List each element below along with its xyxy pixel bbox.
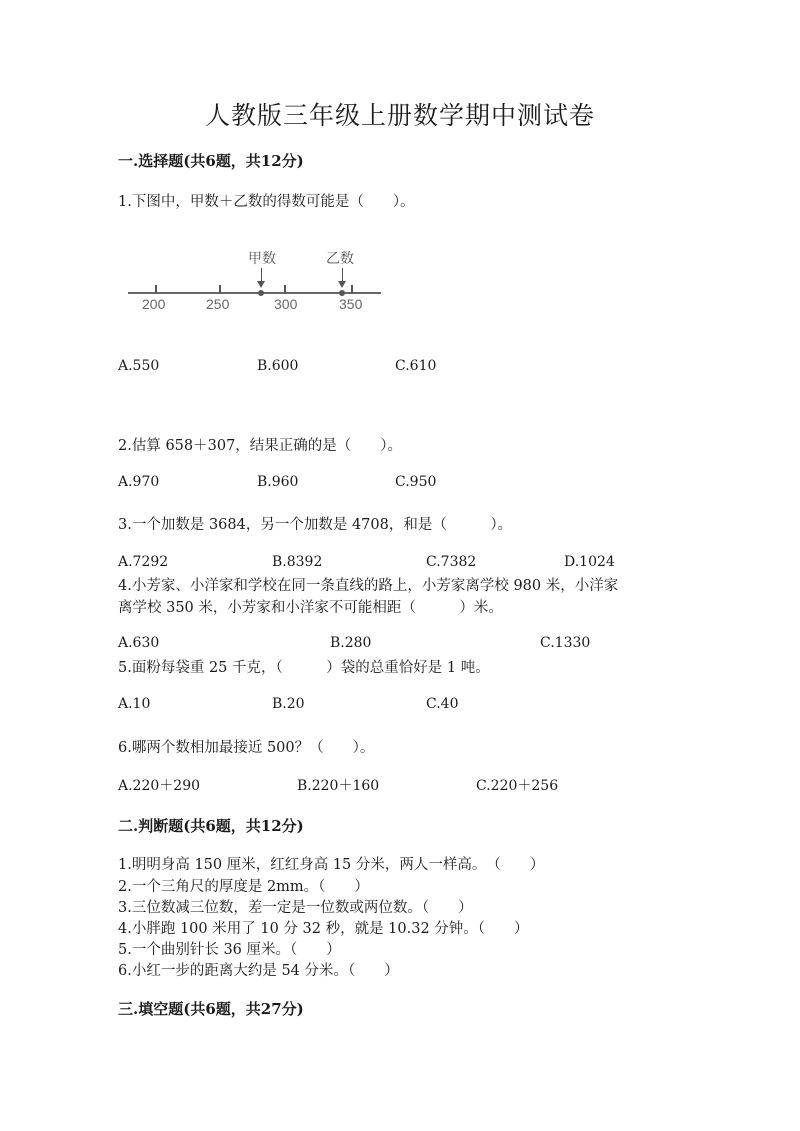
judge-item-2: 2.一个三角尺的厚度是 2mm。（ ） [118, 879, 369, 895]
q1-option-b: B.600 [257, 358, 299, 374]
tick-250 [219, 285, 221, 293]
q5-option-c: C.40 [426, 696, 459, 712]
tick-300 [284, 285, 286, 293]
section-heading-fill: 三.填空题(共6题，共27分) [118, 1000, 304, 1018]
q5-option-b: B.20 [272, 696, 305, 712]
question-2: 2.估算 658＋307，结果正确的是（ ）。 [118, 438, 403, 454]
tick-label-250: 250 [206, 296, 230, 312]
arrowhead-jia [257, 281, 265, 288]
q4-option-b: B.280 [330, 635, 372, 651]
judge-item-3: 3.三位数减三位数，差一定是一位数或两位数。（ ） [118, 900, 473, 916]
q3-option-c: C.7382 [426, 554, 477, 570]
marker-label-jia: 甲数 [248, 251, 276, 267]
marker-label-yi: 乙数 [326, 251, 354, 267]
point-jia [258, 290, 264, 296]
q4-option-c: C.1330 [540, 635, 591, 651]
q2-option-b: B.960 [257, 474, 299, 490]
page-title: 人教版三年级上册数学期中测试卷 [204, 101, 595, 130]
arrowhead-yi [338, 281, 346, 288]
question-6: 6.哪两个数相加最接近 500？（ ）。 [118, 740, 375, 756]
question-5: 5.面粉每袋重 25 千克，（ ）袋的总重恰好是 1 吨。 [118, 660, 490, 676]
q5-option-a: A.10 [118, 696, 151, 712]
judge-item-6: 6.小红一步的距离大约是 54 分米。（ ） [118, 963, 399, 979]
q2-option-c: C.950 [395, 474, 437, 490]
judge-item-4: 4.小胖跑 100 米用了 10 分 32 秒，就是 10.32 分钟。（ ） [118, 921, 529, 937]
q1-option-c: C.610 [395, 358, 437, 374]
tick-label-200: 200 [142, 296, 166, 312]
q3-option-d: D.1024 [564, 554, 615, 570]
question-4-line-1: 4.小芳家、小洋家和学校在同一条直线的路上，小芳家离学校 980 米，小洋家 [118, 578, 619, 594]
tick-200 [155, 285, 157, 293]
q6-option-b: B.220＋160 [297, 778, 380, 794]
section-heading-choice: 一.选择题(共6题，共12分) [118, 152, 304, 170]
judge-item-1: 1.明明身高 150 厘米，红红身高 15 分米，两人一样高。 （ ） [118, 857, 545, 873]
q4-option-a: A.630 [118, 635, 160, 651]
q6-option-c: C.220＋256 [476, 778, 559, 794]
q2-option-a: A.970 [118, 474, 160, 490]
judge-item-5: 5.一个曲别针长 36 厘米。（ ） [118, 942, 341, 958]
arrow-jia [261, 268, 262, 282]
tick-label-300: 300 [274, 296, 298, 312]
q3-option-a: A.7292 [118, 554, 169, 570]
tick-label-350: 350 [339, 296, 363, 312]
question-3: 3.一个加数是 3684，另一个加数是 4708，和是（ ）。 [118, 517, 513, 533]
question-1: 1.下图中，甲数＋乙数的得数可能是（ ）。 [118, 194, 415, 210]
q6-option-a: A.220＋290 [118, 778, 201, 794]
q1-option-a: A.550 [118, 358, 160, 374]
section-heading-judge: 二.判断题(共6题，共12分) [118, 817, 304, 835]
q3-option-b: B.8392 [272, 554, 323, 570]
arrow-yi [342, 268, 343, 282]
question-4-line-2: 离学校 350 米，小芳家和小洋家不可能相距（ ）米。 [118, 600, 503, 616]
tick-350 [351, 285, 353, 293]
